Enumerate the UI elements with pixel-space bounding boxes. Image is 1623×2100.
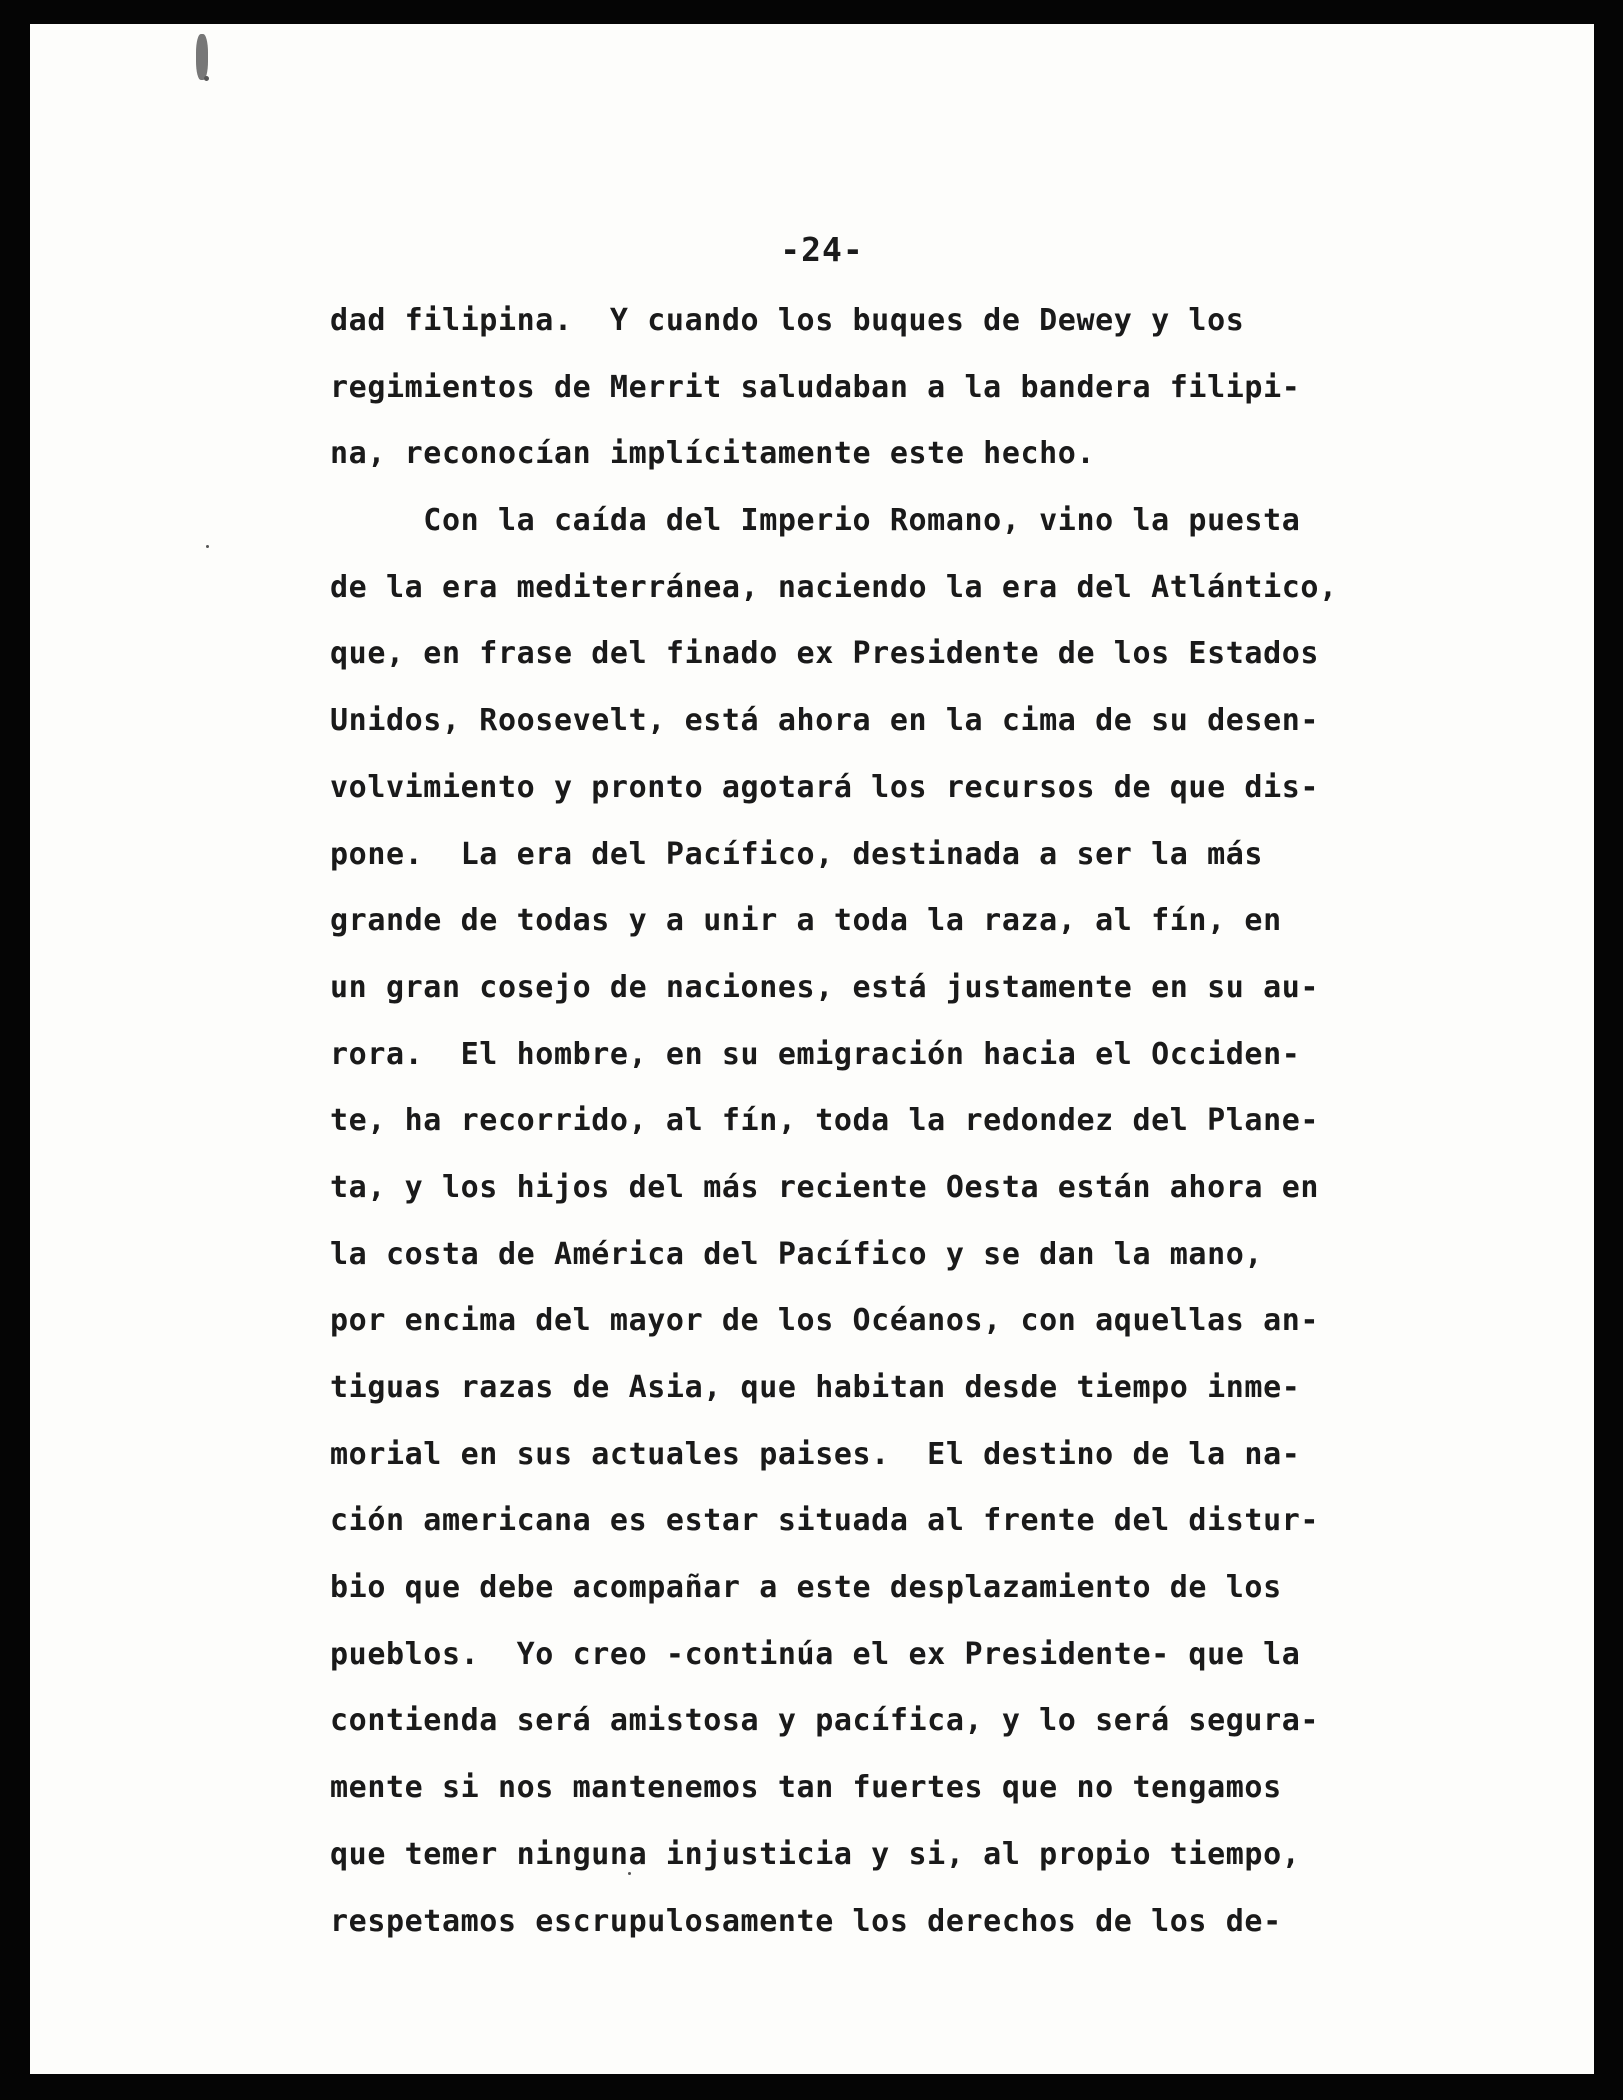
text-line: dad filipina. Y cuando los buques de Dewey y los bbox=[330, 303, 1245, 338]
text-line: mente si nos mantenemos tan fuertes que no tengamos bbox=[330, 1770, 1282, 1806]
text-line: ta, y los hijos del más reciente Oesta están ahora en bbox=[330, 1169, 1320, 1205]
text-line: rora. El hombre, en su emigración hacia el Occiden- bbox=[330, 1036, 1301, 1072]
scan-speck bbox=[206, 545, 209, 548]
typewritten-page bbox=[30, 24, 1594, 2074]
scan-speck bbox=[196, 34, 208, 80]
text-line: te, ha recorrido, al fín, toda la redondez del Plane- bbox=[330, 1103, 1320, 1139]
text-line: bio que debe acompañar a este desplazamiento de los bbox=[330, 1570, 1282, 1606]
body-text bbox=[330, 288, 1410, 1955]
text-line: que temer ninguna injusticia y si, al propio tiempo, bbox=[330, 1836, 1301, 1872]
text-line: volvimiento y pronto agotará los recursos de que dis- bbox=[330, 769, 1320, 805]
text-line: por encima del mayor de los Océanos, con aquellas an- bbox=[330, 1303, 1320, 1339]
text-line: ción americana es estar situada al frente del distur- bbox=[330, 1503, 1320, 1539]
text-line: la costa de América del Pacífico y se dan la mano, bbox=[330, 1236, 1264, 1272]
text-line: que, en frase del finado ex Presidente de los Estados bbox=[330, 636, 1320, 672]
text-line: contienda será amistosa y pacífica, y lo será segura- bbox=[330, 1703, 1320, 1739]
text-line: morial en sus actuales paises. El destino de la na- bbox=[330, 1436, 1301, 1472]
text-line: regimientos de Merrit saludaban a la bandera filipi- bbox=[330, 369, 1301, 405]
text-line: na, reconocían implícitamente este hecho. bbox=[330, 436, 1096, 472]
text-line: un gran cosejo de naciones, está justamente en su au- bbox=[330, 969, 1320, 1005]
text-line: grande de todas y a unir a toda la raza, al fín, en bbox=[330, 903, 1282, 939]
text-line: respetamos escrupulosamente los derechos de los de- bbox=[330, 1903, 1282, 1939]
text-line: de la era mediterránea, naciendo la era del Atlántico, bbox=[330, 569, 1338, 605]
page-number: -24- bbox=[780, 230, 864, 269]
text-line: pueblos. Yo creo -continúa el ex Presidente- que la bbox=[330, 1636, 1301, 1672]
text-line: Con la caída del Imperio Romano, vino la puesta bbox=[330, 503, 1301, 539]
text-line: Unidos, Roosevelt, está ahora en la cima de su desen- bbox=[330, 703, 1320, 739]
scan-speck bbox=[204, 76, 209, 81]
text-line: tiguas razas de Asia, que habitan desde tiempo inme- bbox=[330, 1370, 1301, 1405]
text-line: pone. La era del Pacífico, destinada a ser la más bbox=[330, 836, 1264, 872]
